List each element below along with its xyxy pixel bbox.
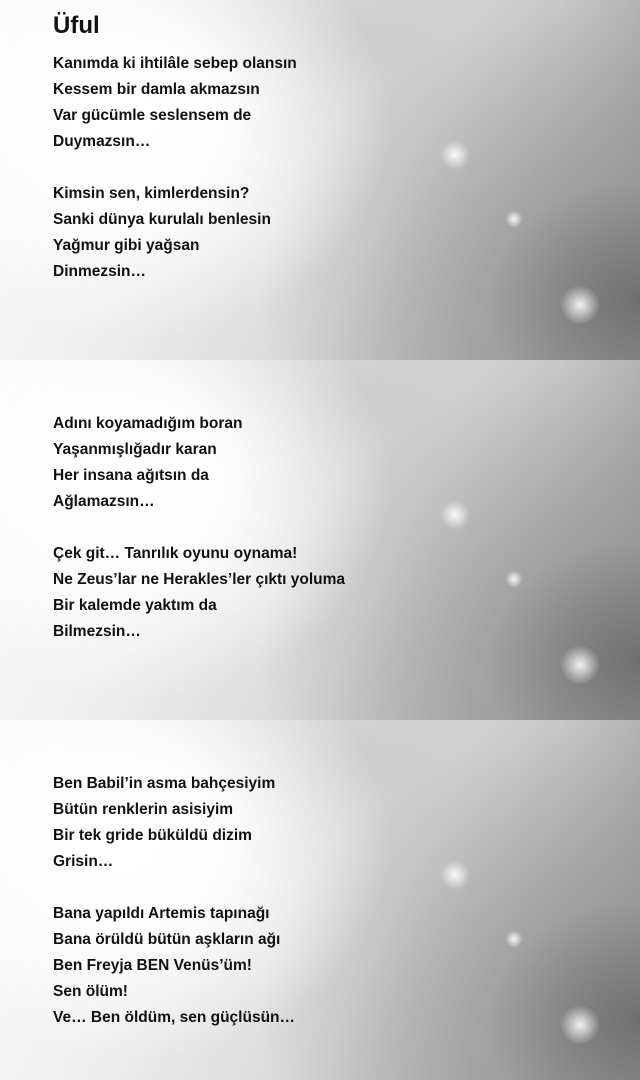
stanza-4: [53, 541, 345, 645]
poem-line: Bir kalemde yaktım da: [53, 597, 217, 614]
background-panel-2: [0, 360, 640, 720]
poem-line: Sen ölüm!: [53, 983, 128, 1000]
poem-line: Bütün renklerin asisiyim: [53, 801, 234, 818]
bokeh-light: [440, 140, 470, 170]
poem-line: Bir tek gride büküldü dizim: [53, 827, 252, 844]
poem-line: Adını koyamadığım boran: [53, 415, 243, 432]
poem-line: Var gücümle seslensem de: [53, 107, 252, 124]
poem-line: Bana yapıldı Artemis tapınağı: [53, 905, 270, 922]
bokeh-light: [560, 1005, 600, 1045]
poem-line: Çek git… Tanrılık oyunu oynama!: [53, 545, 298, 562]
poem-line: Ne Zeus’lar ne Herakles’ler çıktı yoluma: [53, 571, 346, 588]
poem-line: Ağlamazsın…: [53, 493, 155, 510]
poem-title: Üful: [53, 12, 100, 39]
background-panel-3: [0, 720, 640, 1080]
poem-line: Ben Babil’in asma bahçesiyim: [53, 775, 276, 792]
poem-line: Yağmur gibi yağsan: [53, 237, 200, 254]
poem-line: Kessem bir damla akmazsın: [53, 81, 260, 98]
poem-line: Duymazsın…: [53, 133, 151, 150]
bokeh-light: [560, 285, 600, 325]
poem-line: Dinmezsin…: [53, 263, 147, 280]
stanza-5: [53, 771, 275, 875]
poem-line: Ve… Ben öldüm, sen güçlüsün…: [53, 1009, 296, 1026]
poem-line: Her insana ağıtsın da: [53, 467, 209, 484]
poem-line: Bilmezsin…: [53, 623, 141, 640]
bokeh-light: [440, 500, 470, 530]
poem-line: Grisin…: [53, 853, 114, 870]
poem-line: Yaşanmışlığadır karan: [53, 441, 217, 458]
bokeh-light: [440, 860, 470, 890]
background-panel-1: [0, 0, 640, 360]
poem-line: Ben Freyja BEN Venüs’üm!: [53, 957, 252, 974]
poem-line: Kimsin sen, kimlerdensin?: [53, 185, 250, 202]
poem-line: Kanımda ki ihtilâle sebep olansın: [53, 55, 297, 72]
bokeh-light: [505, 210, 523, 228]
stanza-3: [53, 411, 242, 515]
stanza-6: [53, 901, 295, 1031]
stanza-2: [53, 181, 271, 285]
bokeh-light: [505, 930, 523, 948]
bokeh-light: [560, 645, 600, 685]
bokeh-light: [505, 570, 523, 588]
stanza-1: [53, 51, 297, 155]
poem-line: Bana örüldü bütün aşkların ağı: [53, 931, 281, 948]
poem-line: Sanki dünya kurulalı benlesin: [53, 211, 271, 228]
